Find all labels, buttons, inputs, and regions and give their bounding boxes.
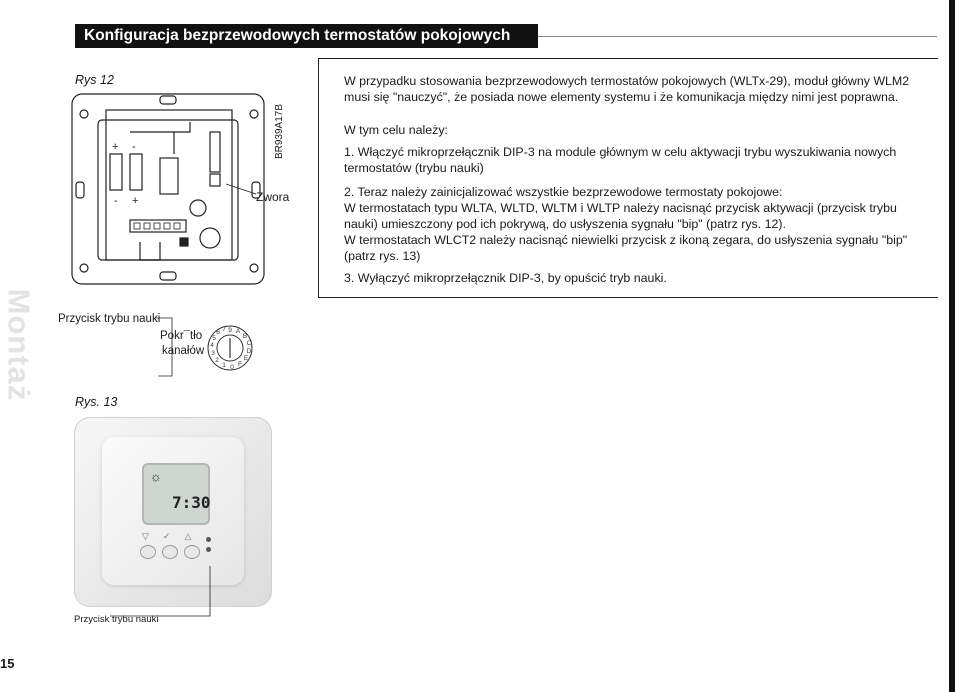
led-indicator [206, 537, 211, 542]
thermostat-lcd [142, 463, 210, 525]
svg-text:5: 5 [212, 335, 216, 342]
svg-text:A: A [235, 328, 241, 335]
svg-text:0: 0 [230, 364, 234, 371]
zwora-label: Zwora [256, 190, 290, 204]
section-title: Konfiguracja bezprzewodowych termostatów pokojowych [75, 24, 538, 48]
step-2-intro: 2. Teraz należy zainicjalizować wszystkie bezprzewodowe termostaty pokojowe: [344, 185, 783, 199]
svg-text:C: C [246, 340, 252, 347]
ok-button[interactable] [162, 545, 178, 559]
page-number: 15 [0, 656, 15, 671]
clock-button[interactable] [206, 547, 211, 552]
step-2-text-a: W termostatach typu WLTA, WLTD, WLTM i WLTP należy nacisnąć przycisk aktywacji (przycisk trybu nauki) umieszczony pod ich pokrywą, do usłyszenia sygnału "bip" (patrz rys. 12). [344, 201, 897, 231]
intro-paragraph: W przypadku stosowania bezprzewodowych termostatów pokojowych (WLTx-29), moduł główny WLM2 musi się "nauczyć", że posiada nowe elementy systemu i że komunikacja między nimi jest poprawna. [344, 74, 910, 104]
figure-12-code-wrap [270, 104, 300, 164]
svg-text:+: + [112, 141, 119, 153]
svg-text:7: 7 [222, 326, 226, 333]
svg-text:F: F [238, 361, 242, 368]
clock-button-leader [100, 560, 240, 620]
down-button[interactable] [140, 545, 156, 559]
page-edge-bar [949, 0, 955, 692]
step-1: 1. Włączyć mikroprzełącznik DIP-3 na module głównym w celu aktywacji trybu wyszukiwania nowych termostatów (trybu nauki) [344, 145, 897, 175]
step-3: 3. Wyłączyć mikroprzełącznik DIP-3, by opuścić tryb nauki. [344, 271, 667, 285]
svg-text:6: 6 [216, 329, 220, 336]
lead-text: W tym celu należy: [344, 123, 448, 137]
svg-text:E: E [243, 355, 249, 362]
svg-text:1: 1 [222, 362, 226, 369]
side-label-montaz: Montaż [1, 288, 37, 402]
svg-text:3: 3 [211, 350, 215, 357]
button-symbols: ▽✓△ [142, 531, 206, 541]
svg-text:B: B [242, 333, 248, 340]
sun-icon: ☼ [150, 469, 162, 484]
learn-button-label: Przycisk trybu nauki [58, 313, 161, 325]
clock-button-label: Przycisk trybu nauki [74, 614, 159, 625]
figure-13-caption: Rys. 13 [75, 395, 118, 409]
channel-knob-label-2: kanałów [162, 345, 205, 357]
channel-dial[interactable] [205, 323, 255, 373]
title-rule [538, 36, 937, 37]
svg-text:+: + [132, 195, 139, 207]
figure-12-code: BR939A17B [274, 103, 286, 160]
channel-knob-label-1: Pokr¯tło [160, 330, 203, 342]
svg-text:-: - [114, 195, 118, 207]
svg-text:2: 2 [215, 357, 219, 364]
step-2-text-b: W termostatach WLCT2 należy nacisnąć niewielki przycisk z ikoną zegara, do usłyszenia sygnału "bip" (patrz rys. 13) [344, 233, 908, 263]
wiring-module-diagram [70, 92, 270, 292]
svg-text:4: 4 [210, 342, 214, 349]
figure-12-caption: Rys 12 [75, 73, 114, 87]
up-button[interactable] [184, 545, 200, 559]
svg-text:D: D [246, 348, 252, 355]
thermostat-time: 7:30 [172, 493, 211, 512]
svg-text:9: 9 [228, 327, 232, 334]
svg-text:-: - [132, 141, 136, 153]
